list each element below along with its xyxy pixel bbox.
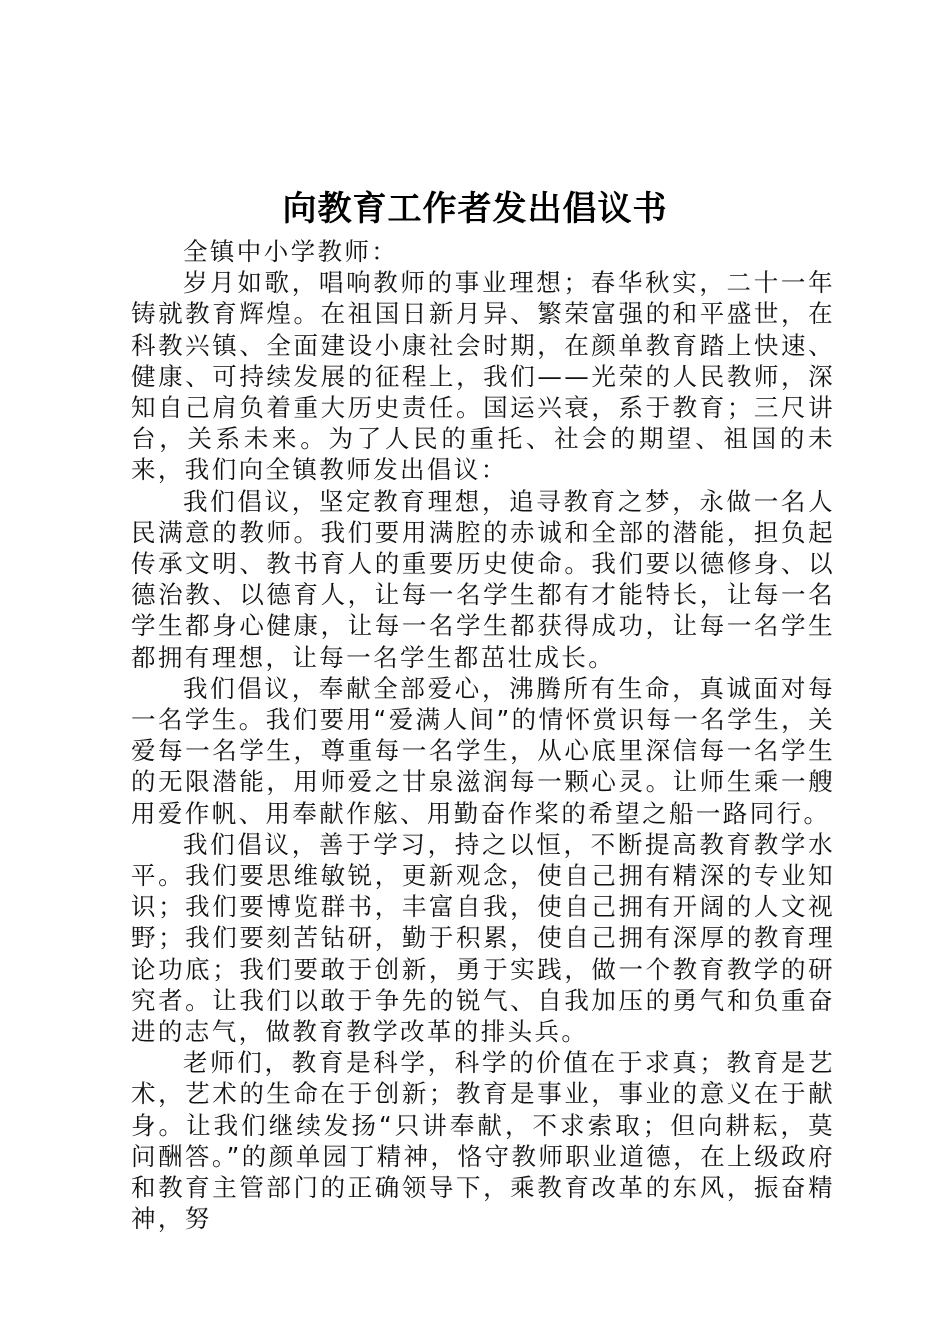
paragraph-intro: 岁月如歌，唱响教师的事业理想；春华秋实，二十一年铸就教育辉煌。在祖国日新月异、繁荣富强的和平盛世，在科教兴镇、全面建设小康社会时期，在颜单教育踏上快速、健康、可持续发展的征程上，我们——光荣的人民教师，深知自己肩负着重大历史责任。国运兴衰，系于教育；三尺讲台，关系未来。为了人民的重托、社会的期望、祖国的未来，我们向全镇教师发出倡议： xyxy=(131,268,835,485)
paragraph-learning: 我们倡议，善于学习，持之以恒，不断提高教育教学水平。我们要思维敏锐，更新观念，使自己拥有精深的专业知识；我们要博览群书，丰富自我，使自己拥有开阔的人文视野；我们要刻苦钻研，勤于积累，使自己拥有深厚的教育理论功底；我们要敢于创新，勇于实践，做一个教育教学的研究者。让我们以敢于争先的锐气、自我加压的勇气和负重奋进的志气，做教育教学改革的排头兵。 xyxy=(131,829,835,1047)
document-body xyxy=(131,236,835,1235)
paragraph-closing: 老师们，教育是科学，科学的价值在于求真；教育是艺术，艺术的生命在于创新；教育是事业，事业的意义在于献身。让我们继续发扬“只讲奉献，不求索取；但向耕耘，莫问酬答。”的颜单园丁精神，恪守教师职业道德，在上级政府和教育主管部门的正确领导下，乘教育改革的东风，振奋精神，努 xyxy=(131,1048,835,1234)
paragraph-love: 我们倡议，奉献全部爱心，沸腾所有生命，真诚面对每一名学生。我们要用“爱满人间”的情怀赏识每一名学生，关爱每一名学生，尊重每一名学生，从心底里深信每一名学生的无限潜能，用师爱之甘泉滋润每一颗心灵。让师生乘一艘用爱作帆、用奉献作舷、用勤奋作桨的希望之船一路同行。 xyxy=(131,673,835,828)
salutation: 全镇中小学教师： xyxy=(183,237,399,266)
paragraph-ideal: 我们倡议，坚定教育理想，追寻教育之梦，永做一名人民满意的教师。我们要用满腔的赤诚和全部的潜能，担负起传承文明、教书育人的重要历史使命。我们要以德修身、以德治教、以德育人，让每一名学生都有才能特长，让每一名学生都身心健康，让每一名学生都获得成功，让每一名学生都拥有理想，让每一名学生都茁壮成长。 xyxy=(131,486,835,672)
document-title: 向教育工作者发出倡议书 xyxy=(282,189,668,229)
